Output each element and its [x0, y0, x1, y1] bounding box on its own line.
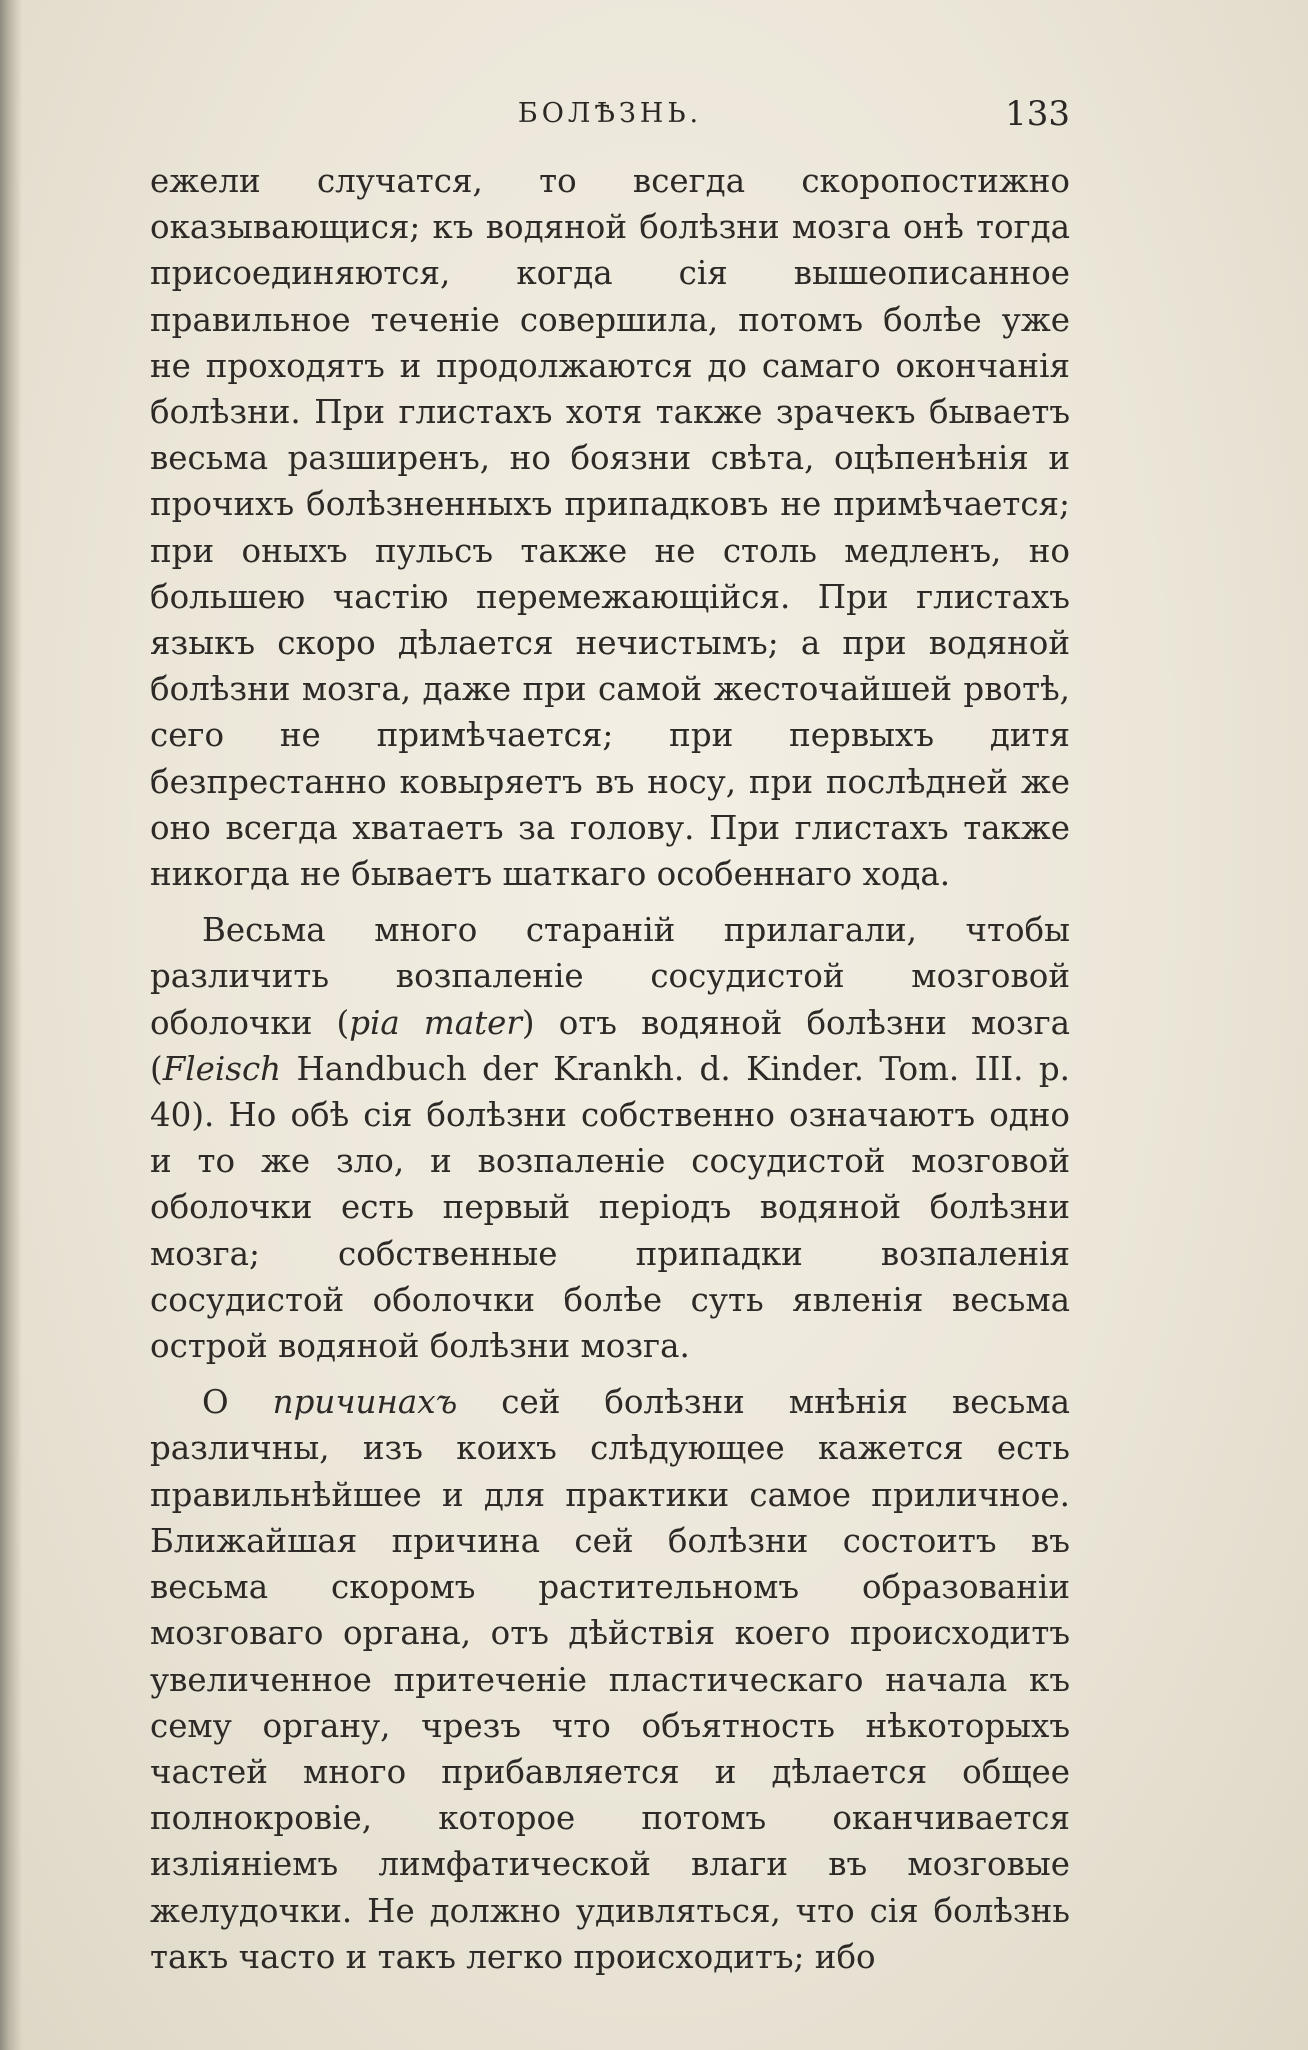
page-header	[150, 94, 1070, 148]
italic-text: причинахъ	[272, 1383, 458, 1422]
running-head: БОЛѢЗНЬ.	[517, 98, 703, 129]
text-run: Handbuch der Krankh. d. Kinder. Tom. III. p. 40). Но обѣ сія болѣзни собственно означаютъ одно и то же зло, и возпаленіе сосудистой мозговой оболочки есть первый періодъ водяной болѣзни мозга; собственные припадки возпаленія сосудистой оболочки болѣе суть явленія весьма острой водяной болѣзни мозга.	[150, 1049, 1070, 1366]
italic-text: Fleisch	[162, 1049, 282, 1088]
italic-text: pia mater	[349, 1003, 522, 1042]
binding-shadow	[0, 0, 22, 2050]
text-run: ежели случатся, то всегда скоропостижно оказывающися; къ водяной болѣзни мозга онѣ тогда присоединяются, когда сія вышеописанное правильное теченіе совершила, потомъ болѣе уже не проходятъ и продолжаются до самаго окончанія болѣзни. При глистахъ хотя также зрачекъ бываетъ весьма разширенъ, но боязни свѣта, оцѣпенѣнія и прочихъ болѣзненныхъ припадковъ не примѣчается; при оныхъ пульсъ также не столь медленъ, но большею частію перемежающійся. При глистахъ языкъ скоро дѣлается нечистымъ; а при водяной болѣзни мозга, даже при самой жесточайшей рвотѣ, сего не примѣчается; при первыхъ дитя безпрестанно ковыряетъ въ носу, при послѣдней же оно всегда хватаетъ за голову. При глистахъ также никогда не бываетъ шаткаго особеннаго хода.	[150, 162, 1070, 894]
page-number: 133	[1005, 94, 1070, 134]
paragraph	[150, 1379, 1070, 1980]
text-run: ) отъ водяной болѣзни мозга (	[150, 1003, 1070, 1088]
paragraph	[150, 158, 1070, 897]
text-run: Весьма много стараній прилагали, чтобы различить возпаленіе сосудистой мозговой оболочки (	[150, 911, 1070, 1042]
text-run: О	[202, 1383, 273, 1422]
paragraph	[150, 907, 1070, 1369]
text-run: сей болѣзни мнѣнія весьма различны, изъ коихъ слѣдующее кажется есть правильнѣйшее и для практики самое приличное. Ближайшая причина сей болѣзни состоитъ въ весьма скоромъ растительномъ образованіи мозговаго органа, отъ дѣйствія коего происходитъ увеличенное притеченіе пластическаго начала къ сему органу, чрезъ что объятность нѣкоторыхъ частей много прибавляется и дѣлается общее полнокровіе, которое потомъ оканчивается изліяніемъ лимфатической влаги въ мозговые желудочки. Не должно удивляться, что сія болѣзнь такъ часто и такъ легко происходитъ; ибо	[150, 1383, 1070, 1976]
body-text	[150, 158, 1070, 1980]
